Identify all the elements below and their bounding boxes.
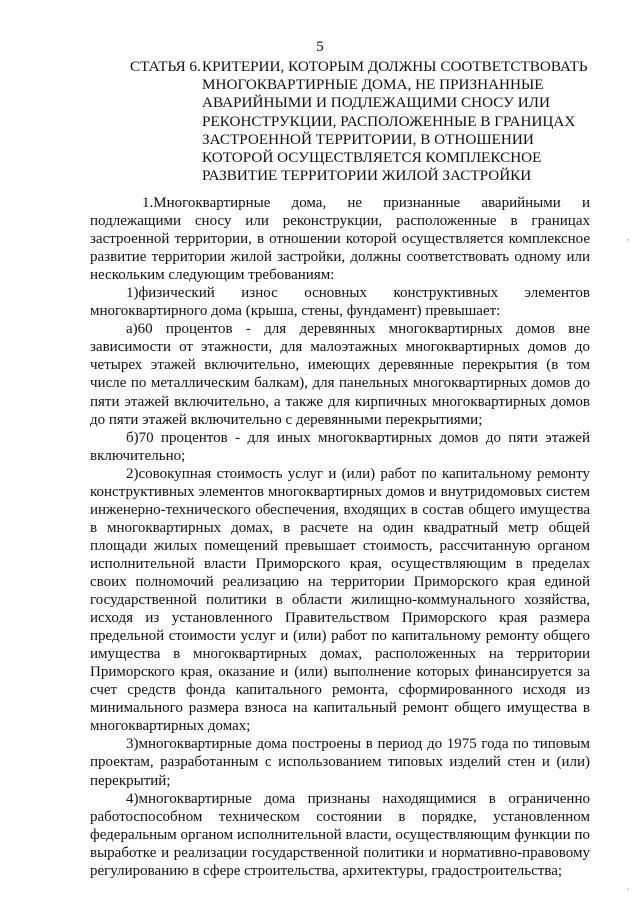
scan-margin-mark: , xyxy=(627,232,630,243)
scan-margin-mark: ' xyxy=(627,887,629,898)
paragraph-item-2: 2)совокупная стоимость услуг и (или) работ по капитальному ремонту конструктивных элементов многоквартирных домов и внутридомовых систем инженерно-технического обеспечения, входящих в состав общего имущества в многоквартирных домах, в расчете на один квадратный метр общей площади жилых помещений превышает стоимость, рассчитанную органом исполнительной власти Приморского края, осуществляющим в пределах своих полномочий реализацию на территории Приморского края единой государственной политики в области жилищно-коммунального хозяйства, исходя из установленного Правительством Приморского края размера предельной стоимости услуг и (или) работ по капитальному ремонту общего имущества в многоквартирных домах, расположенных на территории Приморского края, оказание и (или) выполнение которых финансируется за счет средств фонда капитального ремонта, сформированного исходя из минимального размера взноса на капитальный ремонт общего имущества в многоквартирных домах; xyxy=(90,465,590,735)
paragraph-item-1: 1)физический износ основных конструктивных элементов многоквартирного дома (крыша, стены, фундамент) превышает: xyxy=(90,285,590,320)
paragraph-intro: 1.Многоквартирные дома, не признанные аварийными и подлежащими сносу или реконструкции, расположенные в границах застроенной территории, в отношении которой осуществляется комплексное развитие территории жилой застройки, должны соответствовать одному или нескольким следующим требованиям: xyxy=(90,195,590,284)
paragraph-item-1b: б)70 процентов - для иных многоквартирных домов до пяти этажей включительно; xyxy=(90,429,590,464)
page-number: 5 xyxy=(316,39,324,55)
paragraph-item-4: 4)многоквартирные дома признаны находящимися в ограниченно работоспособном техническом состоянии в порядке, установленном федеральным органом исполнительной власти, осуществляющим функции по выработке и реализации государственной политики и нормативно-правовому регулированию в сфере строительства, архитектуры, градостроительства; xyxy=(90,790,590,879)
paragraph-item-3: 3)многоквартирные дома построены в период до 1975 года по типовым проектам, разработанным с использованием типовых изделий стен и (или) перекрытий; xyxy=(90,736,590,789)
article-heading xyxy=(130,58,600,185)
article-number: СТАТЬЯ 6. xyxy=(130,58,201,75)
paragraph-item-1a: а)60 процентов - для деревянных многоквартирных домов вне зависимости от этажности, для малоэтажных многоквартирных домов до четырех этажей включительно, имеющих деревянные перекрытия (в том числе по металлическим балкам), для панельных многоквартирных домов до пяти этажей включительно, а также для кирпичных многоквартирных домов до пяти этажей включительно с деревянными перекрытиями; xyxy=(90,321,590,428)
article-title: КРИТЕРИИ, КОТОРЫМ ДОЛЖНЫ СООТВЕТСТВОВАТЬ МНОГОКВАРТИРНЫЕ ДОМА, НЕ ПРИЗНАННЫЕ АВАРИЙНЫМИ И ПОДЛЕЖАЩИМИ СНОСУ ИЛИ РЕКОНСТРУКЦИИ, РАСПОЛОЖЕННЫЕ В ГРАНИЦАХ ЗАСТРОЕННОЙ ТЕРРИТОРИИ, В ОТНОШЕНИИ КОТОРОЙ ОСУЩЕСТВЛЯЕТСЯ КОМПЛЕКСНОЕ РАЗВИТИЕ ТЕРРИТОРИИ ЖИЛОЙ ЗАСТРОЙКИ xyxy=(202,58,588,185)
article-body xyxy=(90,194,590,880)
